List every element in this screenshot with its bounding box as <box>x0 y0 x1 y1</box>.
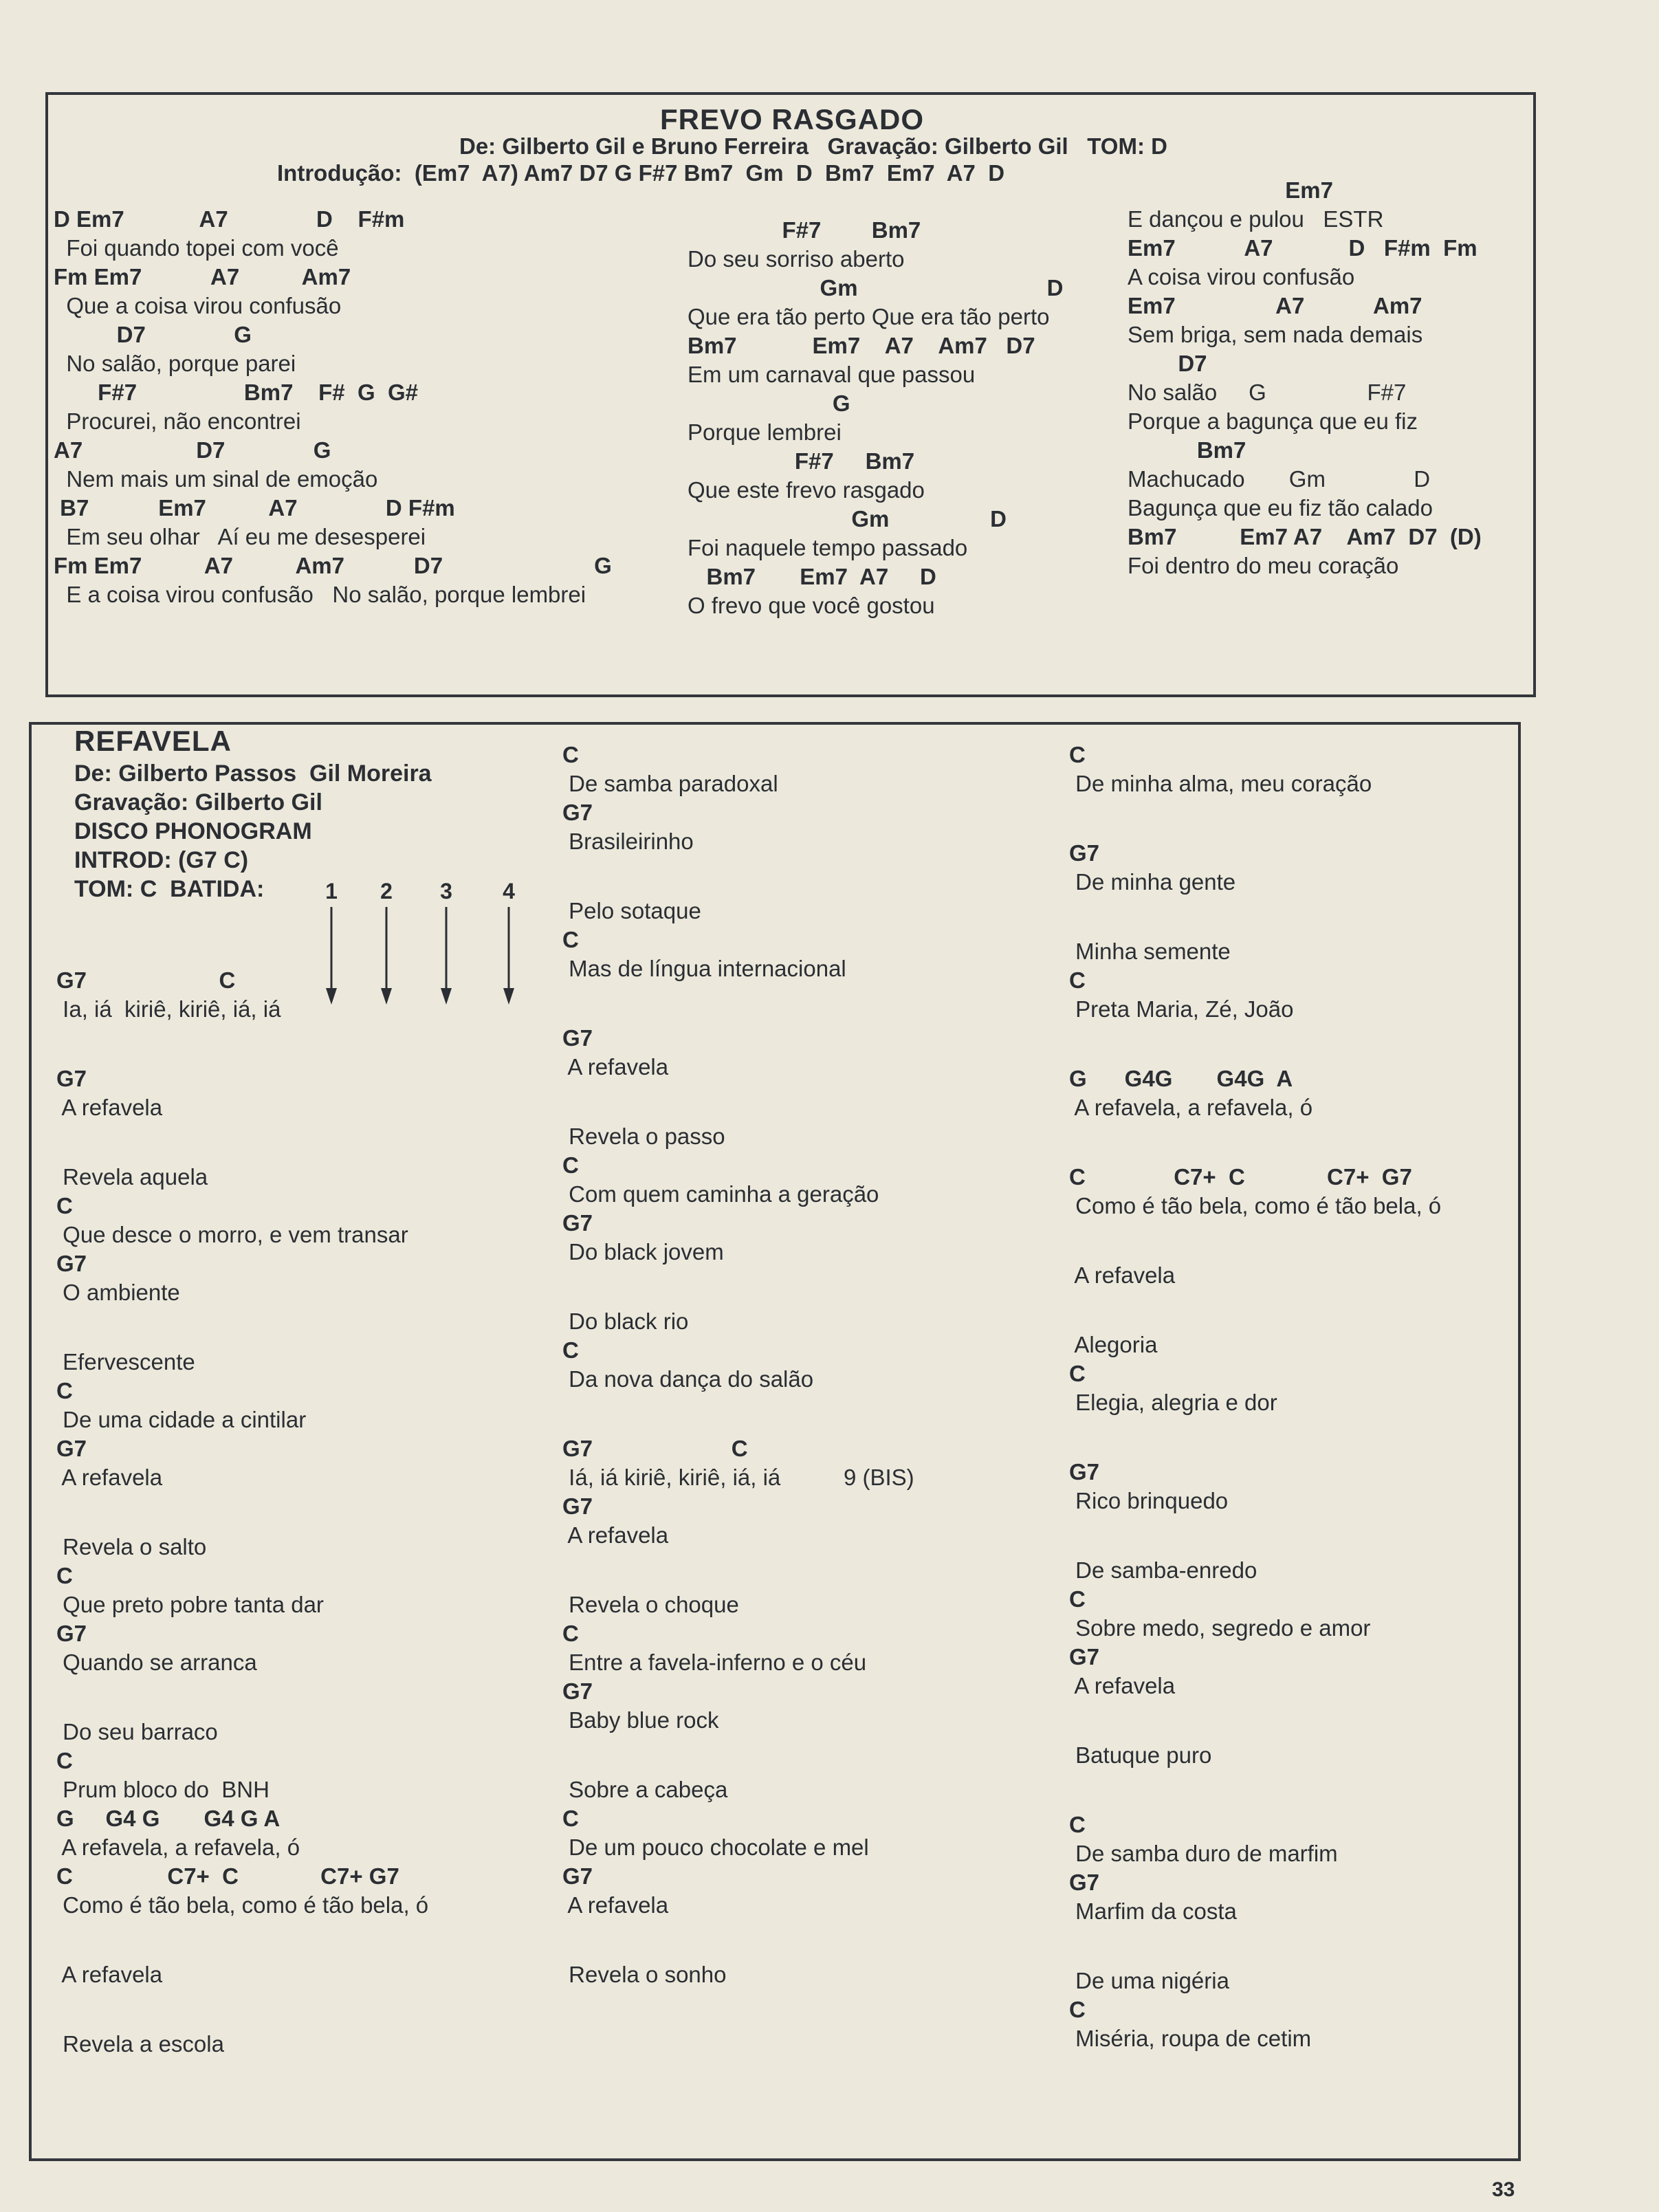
lyric-line: No salão, porque parei <box>54 351 296 376</box>
stanza-gap <box>1069 798 1441 839</box>
chord-line: F#7 Bm7 <box>688 217 921 243</box>
chord-line: Gm D <box>688 275 1064 300</box>
lyric-line: Miséria, roupa de cetim <box>1069 2026 1312 2051</box>
chord-line: D Em7 A7 D F#m <box>54 206 405 232</box>
chord-line: D7 G <box>54 322 252 347</box>
stanza-gap <box>56 1677 428 1718</box>
stanza-gap <box>56 1024 428 1064</box>
chord-line: G G4G G4G A <box>1069 1066 1293 1091</box>
chord-line: C <box>56 1193 73 1218</box>
chord-line: G7 <box>56 1066 87 1091</box>
lyric-line: Baby blue rock <box>562 1707 719 1733</box>
chord-line: G7 <box>562 1210 593 1236</box>
stanza-gap <box>562 856 914 897</box>
lyric-line: Entre a favela-inferno e o céu <box>562 1650 867 1675</box>
chord-line: C <box>562 1337 579 1363</box>
stanza-gap <box>1069 1290 1441 1331</box>
chord-line: G7 <box>1069 1459 1100 1485</box>
lyric-line: Marfim da costa <box>1069 1898 1237 1924</box>
frevo-intro: Introdução: (Em7 A7) Am7 D7 G F#7 Bm7 Gm D Bm7 Em7 A7 D <box>277 160 1005 186</box>
strum-3 <box>432 879 460 1011</box>
chord-line: G7 <box>1069 1870 1100 1895</box>
lyric-line: Minha semente <box>1069 939 1231 964</box>
lyric-line: Como é tão bela, como é tão bela, ó <box>1069 1193 1442 1218</box>
lyric-line: A refavela, a refavela, ó <box>1069 1095 1313 1120</box>
lyric-line: Revela aquela <box>56 1164 208 1190</box>
lyric-line: Da nova dança do salão <box>562 1366 814 1392</box>
lyric-line: De minha alma, meu coração <box>1069 771 1372 796</box>
lyric-line: Revela a escola <box>56 2031 224 2057</box>
stanza-gap <box>562 1394 914 1434</box>
lyric-line: Prum bloco do BNH <box>56 1777 270 1802</box>
lyric-line: De uma nigéria <box>1069 1968 1229 1993</box>
strum-number: 3 <box>440 879 452 904</box>
lyric-line: De samba duro de marfim <box>1069 1841 1338 1866</box>
chord-line: G7 <box>1069 1644 1100 1669</box>
chord-line: G7 <box>562 800 593 825</box>
lyric-line: Que este frevo rasgado <box>688 477 925 503</box>
lyric-line: E dançou e pulou ESTR <box>1128 206 1384 232</box>
stanza-gap <box>562 1267 914 1307</box>
lyric-line: Do seu sorriso aberto <box>688 246 905 272</box>
lyric-line: Quando se arranca <box>56 1650 257 1675</box>
chord-line: G7 C <box>562 1436 748 1461</box>
stanza-gap <box>562 1920 914 1960</box>
stanza-gap <box>1069 1417 1441 1458</box>
frevo-credits: De: Gilberto Gil e Bruno Ferreira Gravação: Gilberto Gil TOM: D <box>459 133 1167 159</box>
stanza-gap <box>562 1082 914 1122</box>
chord-line: Bm7 Em7 A7 Am7 D7 (D) <box>1128 524 1482 549</box>
lyric-line: A refavela <box>1069 1262 1176 1288</box>
lyric-line: Porque lembrei <box>688 419 842 445</box>
chord-line: G7 <box>562 1863 593 1889</box>
lyric-line: De um pouco chocolate e mel <box>562 1835 869 1860</box>
chord-line: Bm7 Em7 A7 D <box>688 564 936 589</box>
lyric-line: A refavela, a refavela, ó <box>56 1835 300 1860</box>
lyric-line: Foi quando topei com você <box>54 235 339 261</box>
refavela-tom-batida: TOM: C BATIDA: <box>74 876 265 902</box>
lyric-line: Em seu olhar Aí eu me desesperei <box>54 524 426 549</box>
chord-line: A7 D7 G <box>54 437 331 463</box>
stanza-gap <box>1069 897 1441 937</box>
chord-line: C <box>562 1806 579 1831</box>
lyric-line: A refavela <box>56 1465 163 1490</box>
refavela-header <box>74 723 432 904</box>
lyric-line: De samba paradoxal <box>562 771 778 796</box>
refavela-title: REFAVELA <box>74 725 232 757</box>
lyric-line: A refavela <box>562 1054 669 1080</box>
down-arrow-icon <box>495 904 523 1007</box>
stanza-gap <box>562 983 914 1024</box>
refavela-recording: Gravação: Gilberto Gil <box>74 789 322 815</box>
lyric-line: Revela o choque <box>562 1592 739 1617</box>
chord-line: Bm7 <box>1128 437 1246 463</box>
chord-line: C <box>56 1563 73 1588</box>
chord-line: G7 C <box>56 967 236 993</box>
lyric-line: Revela o sonho <box>562 1962 727 1987</box>
chord-line: C <box>1069 1586 1086 1612</box>
lyric-line: A refavela <box>56 1962 163 1987</box>
stanza-gap <box>56 1122 428 1163</box>
lyric-line: De uma cidade a cintilar <box>56 1407 307 1432</box>
lyric-line: Foi dentro do meu coração <box>1128 553 1399 578</box>
frevo-title: FREVO RASGADO <box>660 103 925 135</box>
chord-line: C <box>1069 1812 1086 1837</box>
lyric-line: Em um carnaval que passou <box>688 362 976 387</box>
strum-number: 1 <box>325 879 338 904</box>
strum-number: 4 <box>503 879 515 904</box>
stanza-gap <box>1069 1220 1441 1261</box>
lyric-line: A refavela <box>1069 1673 1176 1698</box>
lyric-line: Alegoria <box>1069 1332 1158 1357</box>
chord-line: D7 <box>1128 351 1207 376</box>
strum-number: 2 <box>380 879 393 904</box>
lyric-line: Brasileirinho <box>562 829 694 854</box>
lyric-line: Sobre medo, segredo e amor <box>1069 1615 1371 1641</box>
lyric-line: Preta Maria, Zé, João <box>1069 996 1294 1022</box>
chord-line: G7 <box>56 1251 87 1276</box>
lyric-line: A refavela <box>562 1522 669 1548</box>
down-arrow-icon <box>432 904 460 1007</box>
chord-line: Gm D <box>688 506 1007 532</box>
lyric-line: Efervescente <box>56 1349 195 1375</box>
lyric-line: Do seu barraco <box>56 1719 218 1744</box>
lyric-line: Porque a bagunça que eu fiz <box>1128 408 1418 434</box>
chord-line: B7 Em7 A7 D F#m <box>54 495 455 521</box>
lyric-line: Do black jovem <box>562 1239 724 1264</box>
lyric-line: Bagunça que eu fiz tão calado <box>1128 495 1433 521</box>
chord-line: C <box>56 1378 73 1403</box>
lyric-line: A refavela <box>56 1095 163 1120</box>
lyric-line: Nem mais um sinal de emoção <box>54 466 378 492</box>
lyric-line: O frevo que você gostou <box>688 593 935 618</box>
chord-line: C <box>1069 1361 1086 1386</box>
lyric-line: Que preto pobre tanta dar <box>56 1592 324 1617</box>
chord-line: Em7 A7 D F#m Fm <box>1128 235 1477 261</box>
chord-line: G7 <box>562 1025 593 1051</box>
chord-line: C <box>1069 1997 1086 2022</box>
frevo-column-3 <box>1128 176 1482 580</box>
stanza-gap <box>56 1989 428 2030</box>
chord-line: G7 <box>562 1493 593 1519</box>
stanza-gap <box>1069 1770 1441 1810</box>
chord-line: G7 <box>562 1678 593 1704</box>
refavela-credits: De: Gilberto Passos Gil Moreira <box>74 760 432 787</box>
chord-line: C <box>56 1748 73 1773</box>
chord-line: Fm Em7 A7 Am7 <box>54 264 351 289</box>
chord-line: C <box>1069 742 1086 767</box>
stanza-gap <box>562 1550 914 1590</box>
chord-line: C <box>1069 967 1086 993</box>
chord-line: Fm Em7 A7 Am7 D7 G <box>54 553 612 578</box>
chord-line: G7 <box>56 1621 87 1646</box>
refavela-column-3 <box>1069 741 1441 2053</box>
refavela-column-2 <box>562 741 914 1989</box>
lyric-line: Pelo sotaque <box>562 898 701 923</box>
lyric-line: A coisa virou confusão <box>1128 264 1355 289</box>
lyric-line: Mas de língua internacional <box>562 956 846 981</box>
chord-line: G G4 G G4 G A <box>56 1806 281 1831</box>
stanza-gap <box>1069 1926 1441 1967</box>
stanza-gap <box>56 1492 428 1533</box>
stanza-gap <box>56 1920 428 1960</box>
page-number: 33 <box>1492 2178 1515 2201</box>
lyric-line: Revela o passo <box>562 1124 725 1149</box>
lyric-line: Como é tão bela, como é tão bela, ó <box>56 1892 429 1918</box>
chord-line: Bm7 Em7 A7 Am7 D7 <box>688 333 1035 358</box>
chord-line: Em7 A7 Am7 <box>1128 293 1422 318</box>
lyric-line: De samba-enredo <box>1069 1557 1257 1583</box>
lyric-line: Que a coisa virou confusão <box>54 293 342 318</box>
lyric-line: Foi naquele tempo passado <box>688 535 968 560</box>
frevo-column-2 <box>688 216 1063 620</box>
frevo-column-1 <box>54 205 612 609</box>
stanza-gap <box>1069 1515 1441 1556</box>
lyric-line: Com quem caminha a geração <box>562 1181 879 1207</box>
lyric-line: Batuque puro <box>1069 1742 1212 1768</box>
lyric-line: No salão G F#7 <box>1128 380 1407 405</box>
lyric-line: Rico brinquedo <box>1069 1488 1229 1513</box>
lyric-line: Iá, iá kiriê, kiriê, iá, iá 9 (BIS) <box>562 1465 914 1490</box>
chord-line: C C7+ C C7+ G7 <box>56 1863 399 1889</box>
chord-line: F#7 Bm7 <box>688 448 915 474</box>
lyric-line: O ambiente <box>56 1280 180 1305</box>
chord-line: G7 <box>56 1436 87 1461</box>
strum-4 <box>495 879 523 1011</box>
stanza-gap <box>1069 1122 1441 1163</box>
lyric-line: Ia, iá kiriê, kiriê, iá, iá <box>56 996 281 1022</box>
chord-line: G7 <box>1069 840 1100 866</box>
lyric-line: Que era tão perto Que era tão perto <box>688 304 1050 329</box>
stanza-gap <box>1069 1024 1441 1064</box>
lyric-line: Procurei, não encontrei <box>54 408 301 434</box>
refavela-intro: INTROD: (G7 C) <box>74 847 249 873</box>
chord-line: C <box>562 1152 579 1178</box>
chord-line: C C7+ C C7+ G7 <box>1069 1164 1412 1190</box>
chord-line: C <box>562 742 579 767</box>
chord-line: C <box>562 927 579 952</box>
lyric-line: Machucado Gm D <box>1128 466 1431 492</box>
stanza-gap <box>56 1307 428 1348</box>
lyric-line: Do black rio <box>562 1308 689 1334</box>
chord-line: F#7 Bm7 F# G G# <box>54 380 418 405</box>
lyric-line: A refavela <box>562 1892 669 1918</box>
lyric-line: Sobre a cabeça <box>562 1777 728 1802</box>
chord-line: G <box>688 391 850 416</box>
lyric-line: De minha gente <box>1069 869 1236 895</box>
chord-line: Em7 <box>1128 177 1333 203</box>
stanza-gap <box>562 1735 914 1775</box>
stanza-gap <box>1069 1700 1441 1741</box>
chord-line: C <box>562 1621 579 1646</box>
lyric-line: Sem briga, sem nada demais <box>1128 322 1423 347</box>
lyric-line: Elegia, alegria e dor <box>1069 1390 1277 1415</box>
refavela-column-1 <box>56 966 428 2059</box>
lyric-line: E a coisa virou confusão No salão, porque lembrei <box>54 582 586 607</box>
lyric-line: Revela o salto <box>56 1534 207 1559</box>
lyric-line: Que desce o morro, e vem transar <box>56 1222 408 1247</box>
refavela-disc: DISCO PHONOGRAM <box>74 818 312 844</box>
